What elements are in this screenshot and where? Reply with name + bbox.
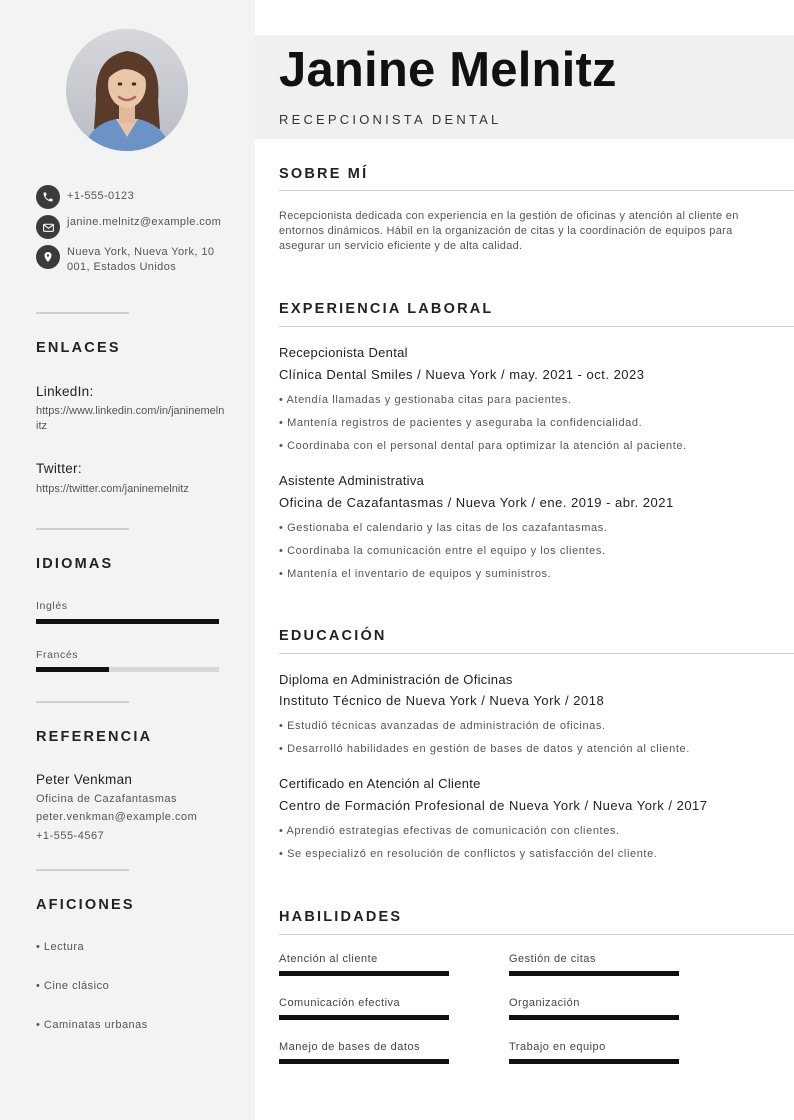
skill-name: Gestión de citas	[509, 953, 596, 965]
skill-fill	[279, 1015, 449, 1020]
degree-bullet: • Desarrolló habilidades en gestión de bases de datos y atención al cliente.	[279, 743, 690, 755]
skill-bar	[279, 1015, 449, 1020]
language-name: Inglés	[36, 600, 68, 612]
phone-icon	[36, 185, 60, 209]
hobby-item: • Lectura	[36, 941, 85, 953]
job-bullet: • Coordinaba con el personal dental para optimizar la atención al paciente.	[279, 440, 687, 452]
skill-name: Trabajo en equipo	[509, 1041, 606, 1053]
degree-title: Diploma en Administración de Oficinas	[279, 672, 513, 687]
degree-details: Instituto Técnico de Nueva York / Nueva York / 2018	[279, 693, 605, 708]
degree-bullet: • Aprendió estrategias efectivas de comunicación con clientes.	[279, 825, 620, 837]
skill-bar	[279, 971, 449, 976]
skill-bar	[509, 1015, 679, 1020]
hobby-item: • Cine clásico	[36, 980, 110, 992]
sidebar-divider	[36, 869, 129, 871]
section-rule	[279, 653, 794, 654]
avatar	[66, 29, 188, 151]
location-pin-icon	[36, 245, 60, 269]
candidate-name: Janine Melnitz	[279, 43, 617, 97]
job-bullet: • Coordinaba la comunicación entre el equipo y los clientes.	[279, 545, 606, 557]
skill-bar	[509, 1059, 679, 1064]
language-level-bar	[36, 619, 219, 624]
degree-bullet: • Estudió técnicas avanzadas de administración de oficinas.	[279, 720, 606, 732]
reference-heading: REFERENCIA	[36, 729, 153, 745]
mail-icon	[36, 215, 60, 239]
job-bullet: • Mantenía el inventario de equipos y suministros.	[279, 568, 552, 580]
linkedin-label: LinkedIn:	[36, 384, 94, 399]
languages-heading: IDIOMAS	[36, 556, 114, 572]
job-bullet: • Mantenía registros de pacientes y aseguraba la confidencialidad.	[279, 417, 643, 429]
language-level-bar	[36, 667, 219, 672]
skill-name: Manejo de bases de datos	[279, 1041, 421, 1053]
degree-bullet: • Se especializó en resolución de conflictos y satisfacción del cliente.	[279, 848, 658, 860]
sidebar-divider	[36, 701, 129, 703]
reference-email[interactable]: peter.venkman@example.com	[36, 811, 198, 823]
degree-details: Centro de Formación Profesional de Nueva York / Nueva York / 2017	[279, 798, 708, 813]
email-text[interactable]: janine.melnitz@example.com	[67, 216, 222, 228]
job-title: RECEPCIONISTA DENTAL	[279, 112, 502, 127]
reference-name: Peter Venkman	[36, 772, 133, 787]
section-rule	[279, 326, 794, 327]
twitter-label: Twitter:	[36, 461, 82, 476]
skill-fill	[509, 1015, 679, 1020]
degree-title: Certificado en Atención al Cliente	[279, 776, 481, 791]
language-level-fill	[36, 619, 219, 624]
job-role: Asistente Administrativa	[279, 473, 425, 488]
skill-bar	[279, 1059, 449, 1064]
job-role: Recepcionista Dental	[279, 345, 408, 360]
language-level-fill	[36, 667, 109, 672]
hobbies-heading: AFICIONES	[36, 897, 135, 913]
skills-heading: HABILIDADES	[279, 909, 403, 925]
address-text: Nueva York, Nueva York, 10001, Estados Unidos	[67, 246, 215, 273]
contact-section	[36, 185, 236, 275]
skill-fill	[279, 1059, 449, 1064]
job-details: Clínica Dental Smiles / Nueva York / may. 2021 - oct. 2023	[279, 367, 645, 382]
skill-name: Organización	[509, 997, 580, 1009]
skill-fill	[279, 971, 449, 976]
twitter-link[interactable]: https://twitter.com/janinemelnitz	[36, 483, 189, 495]
reference-company: Oficina de Cazafantasmas	[36, 793, 178, 805]
sidebar-divider	[36, 312, 129, 314]
skill-fill	[509, 1059, 679, 1064]
section-rule	[279, 190, 794, 191]
about-heading: SOBRE MÍ	[279, 166, 369, 182]
sidebar-divider	[36, 528, 129, 530]
skill-name: Atención al cliente	[279, 953, 378, 965]
experience-heading: EXPERIENCIA LABORAL	[279, 301, 494, 317]
hobby-item: • Caminatas urbanas	[36, 1019, 148, 1031]
phone-text: +1-555-0123	[67, 190, 135, 202]
job-bullet: • Atendía llamadas y gestionaba citas para pacientes.	[279, 394, 572, 406]
skill-name: Comunicación efectiva	[279, 997, 401, 1009]
section-rule	[279, 934, 794, 935]
links-heading: ENLACES	[36, 340, 121, 356]
contact-email	[36, 215, 236, 239]
language-name: Francés	[36, 649, 79, 661]
about-text: Recepcionista dedicada con experiencia en la gestión de oficinas y atención al cliente en entornos dinámicos. Hábil en la organización de citas y la coordinación de equipos para asegurar un servicio eficiente y de alta calidad.	[279, 210, 739, 252]
education-heading: EDUCACIÓN	[279, 628, 387, 644]
reference-phone: +1-555-4567	[36, 830, 105, 842]
linkedin-link[interactable]: https://www.linkedin.com/in/janinemelnitz	[36, 405, 225, 432]
job-details: Oficina de Cazafantasmas / Nueva York / ene. 2019 - abr. 2021	[279, 495, 674, 510]
contact-address	[36, 245, 236, 275]
skill-fill	[509, 971, 679, 976]
job-bullet: • Gestionaba el calendario y las citas de los cazafantasmas.	[279, 522, 608, 534]
contact-phone	[36, 185, 236, 209]
skill-bar	[509, 971, 679, 976]
